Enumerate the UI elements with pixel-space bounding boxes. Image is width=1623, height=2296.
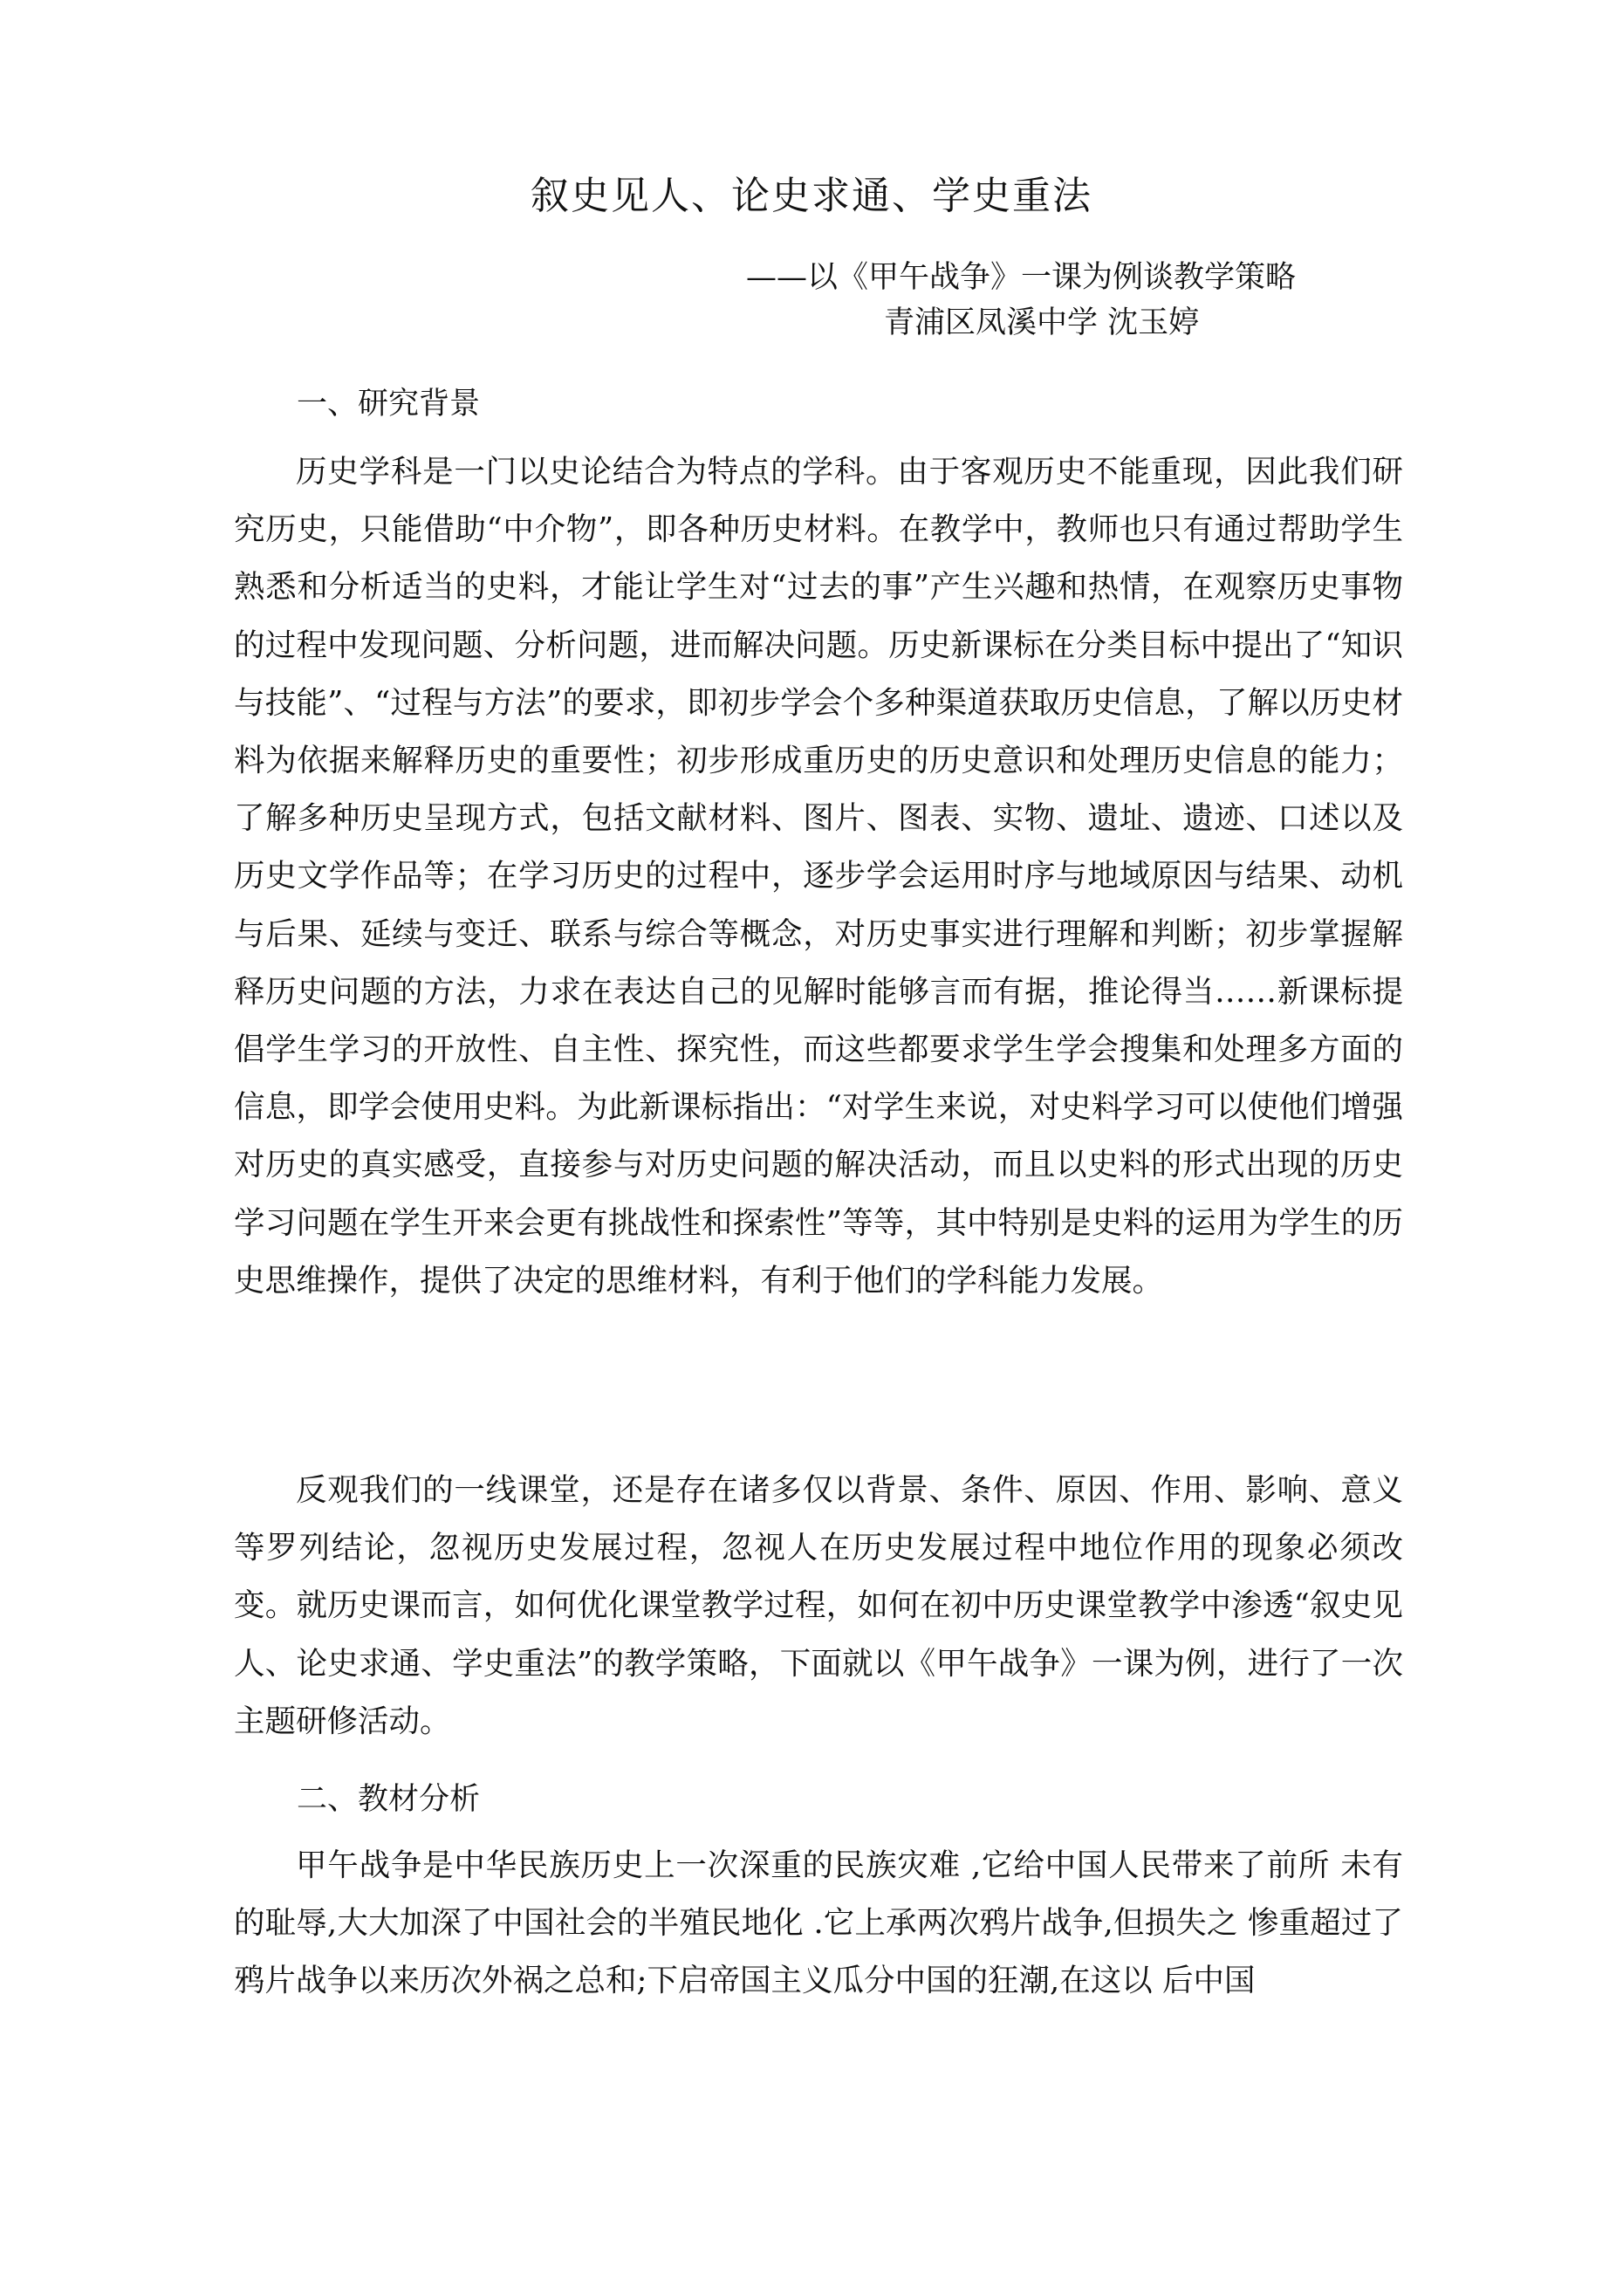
- author-line: 青浦区凤溪中学 沈玉婷: [884, 305, 1200, 340]
- paragraph-background-2: 反观我们的一线课堂，还是存在诸多仅以背景、条件、原因、作用、影响、意义等罗列结论，忽视历史发展过程，忽视人在历史发展过程中地位作用的现象必须改变。就历史课而言，如何优化课堂教学过程，如何在初中历史课堂教学中渗透“叙史见人、论史求通、学史重法”的教学策略，下面就以《甲午战争》一课为例，进行了一次主题研修活动。: [234, 1472, 1403, 1739]
- paragraph-textbook-analysis-1: 甲午战争是中华民族历史上一次深重的民族灾难 ,它给中国人民带来了前所 未有的耻辱,大大加深了中国社会的半殖民地化 .它上承两次鸦片战争,但损失之 惨重超过了鸦片战争以来历次外祸之总和;下启帝国主义瓜分中国的狂潮,在这以 后中国: [234, 1847, 1403, 1999]
- document-subtitle: ——以《甲午战争》一课为例谈教学策略: [746, 260, 1297, 295]
- section-heading-background: 一、研究背景: [297, 387, 481, 422]
- document-title: 叙史见人、论史求通、学史重法: [531, 174, 1092, 218]
- paragraph-background-1: 历史学科是一门以史论结合为特点的学科。由于客观历史不能重现，因此我们研究历史，只能借助“中介物”，即各种历史材料。在教学中，教师也只有通过帮助学生熟悉和分析适当的史料，才能让学生对“过去的事”产生兴趣和热情，在观察历史事物的过程中发现问题、分析问题，进而解决问题。历史新课标在分类目标中提出了“知识与技能”、“过程与方法”的要求，即初步学会个多种渠道获取历史信息，了解以历史材料为依据来解释历史的重要性；初步形成重历史的历史意识和处理历史信息的能力；了解多种历史呈现方式，包括文献材料、图片、图表、实物、遗址、遗迹、口述以及历史文学作品等；在学习历史的过程中，逐步学会运用时序与地域原因与结果、动机与后果、延续与变迁、联系与综合等概念，对历史事实进行理解和判断；初步掌握解释历史问题的方法，力求在表达自己的见解时能够言而有据，推论得当……新课标提倡学生学习的开放性、自主性、探究性，而这些都要求学生学会搜集和处理多方面的信息，即学会使用史料。为此新课标指出：“对学生来说，对史料学习可以使他们增强对历史的真实感受，直接参与对历史问题的解决活动，而且以史料的形式出现的历史学习问题在学生开来会更有挑战性和探索性”等等，其中特别是史料的运用为学生的历史思维操作，提供了决定的思维材料，有利于他们的学科能力发展。: [234, 454, 1403, 1299]
- section-heading-textbook-analysis: 二、教材分析: [297, 1782, 481, 1817]
